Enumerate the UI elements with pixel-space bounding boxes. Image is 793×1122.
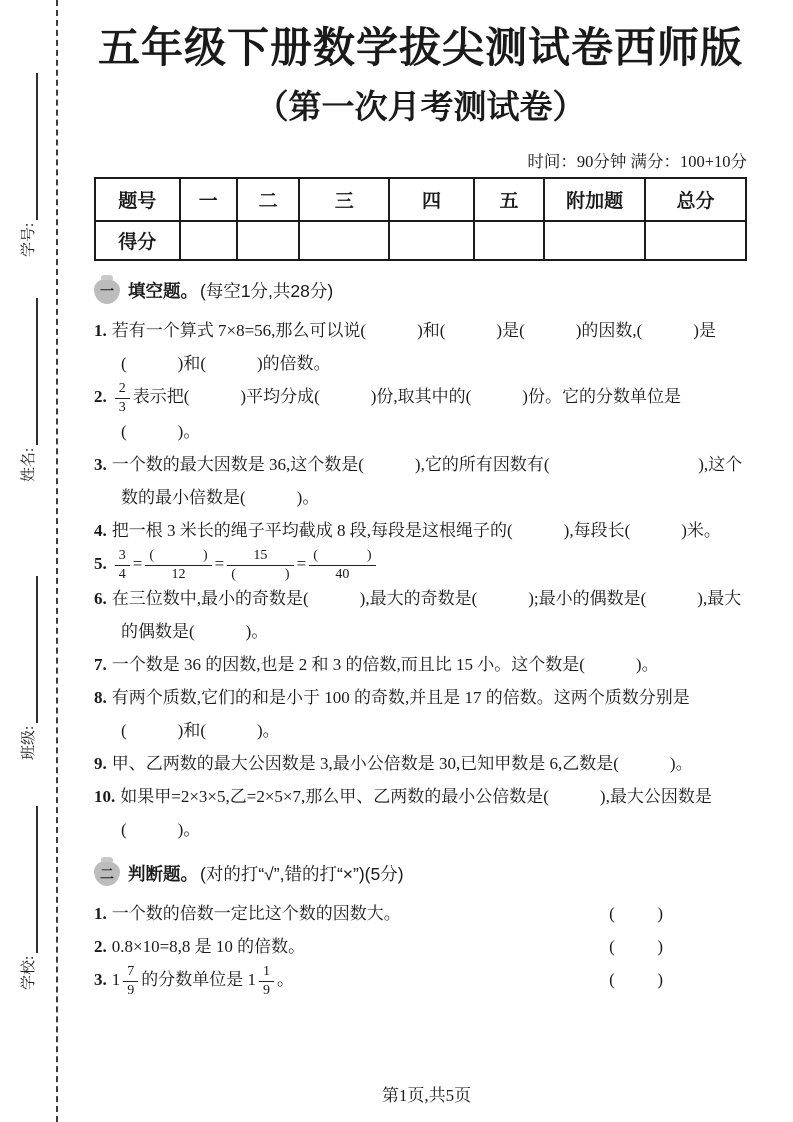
score-table-header-cell: 总分 <box>645 178 746 221</box>
fraction <box>227 548 293 582</box>
question-number: 5. <box>94 553 107 573</box>
question-row <box>94 648 747 681</box>
sidebar-field-student-number <box>16 73 38 257</box>
sidebar-field-class <box>16 576 38 760</box>
answer-blank: ( ) <box>609 936 663 956</box>
question-number: 6. <box>94 588 107 608</box>
judge-question-text <box>94 897 401 930</box>
question-text: = <box>296 553 307 573</box>
question-number: 1. <box>94 321 107 340</box>
score-table-header-cell: 三 <box>299 178 389 221</box>
question-text: 的分数单位是 1 <box>141 969 256 989</box>
question-text: 表示把( )平均分成( )份,取其中的( )份。它的分数单位是( )。 <box>121 387 681 441</box>
section-2 <box>94 858 747 998</box>
score-table-header-cell: 附加题 <box>544 178 645 221</box>
fraction-denominator: 12 <box>171 566 186 582</box>
answer-blank: ( ) <box>609 969 663 989</box>
fraction-numerator: 7 <box>123 964 138 981</box>
question-text: 有两个质数,它们的和是小于 100 的奇数,并且是 17 的倍数。这两个质数分别是( )和( )。 <box>111 687 690 740</box>
score-cell-empty <box>180 221 237 260</box>
fraction-denominator: ( ) <box>231 566 290 582</box>
fold-dashed-line <box>56 0 58 1122</box>
sidebar-field-label: 姓名: <box>21 447 37 482</box>
exam-meta: 时间：90分钟 满分：100+10分 <box>527 152 747 171</box>
score-table-header-cell: 二 <box>237 178 299 221</box>
score-cell-empty <box>299 221 389 260</box>
question-row <box>94 897 747 930</box>
sidebar-field-school <box>16 806 38 990</box>
paper-title: 五年级下册数学拔尖测试卷西师版 <box>97 26 743 72</box>
score-table-score-row <box>95 221 746 260</box>
question-number: 10. <box>94 786 116 806</box>
question-number: 3. <box>94 969 107 989</box>
fraction <box>123 964 138 998</box>
question-row <box>94 582 747 648</box>
money-bag-icon: 一 <box>94 279 120 304</box>
score-table-header-cell: 一 <box>180 178 237 221</box>
fraction-numerator: 15 <box>227 548 293 565</box>
question-text: = <box>132 553 143 573</box>
score-table-header-cell: 五 <box>474 178 544 221</box>
question-text: 把一根 3 米长的绳子平均截成 8 段,每段是这根绳子的( ),每段长( )米。 <box>111 520 721 540</box>
question-number: 7. <box>94 654 107 674</box>
sidebar-field-label: 学号: <box>21 222 37 257</box>
question-text: 一个数的最大因数是 36,这个数是( ),它的所有因数有( ),这个数的最小倍数是( )。 <box>111 454 743 507</box>
question-number: 9. <box>94 753 107 773</box>
question-text: 。 <box>277 969 294 989</box>
fraction-numerator: ( ) <box>309 548 375 565</box>
fraction-denominator: 9 <box>263 982 270 998</box>
fraction-denominator: 9 <box>127 982 135 998</box>
score-cell-empty <box>389 221 474 260</box>
question-text: 如果甲=2×3×5,乙=2×5×7,那么甲、乙两数的最小公倍数是( ),最大公因数是( )。 <box>120 786 712 839</box>
question-text: 若有一个算式 7×8=56,那么可以说( )和( )是( )的因数,( )是( )和( )的倍数。 <box>111 321 716 373</box>
question-text: 在三位数中,最小的奇数是( ),最大的奇数是( );最小的偶数是( ),最大的偶数是( )。 <box>111 588 742 641</box>
question-number: 4. <box>94 520 107 540</box>
paper-subtitle: （第一次月考测试卷） <box>255 90 586 126</box>
left-margin-strip <box>0 0 60 1122</box>
question-row <box>94 780 747 846</box>
question-row <box>94 314 747 380</box>
sidebar-blank-line <box>21 298 38 445</box>
fraction <box>259 964 274 998</box>
question-text: 甲、乙两数的最大公因数是 3,最小公倍数是 30,已知甲数是 6,乙数是( )。 <box>111 753 693 773</box>
section-1 <box>94 275 747 846</box>
section-title: 判断题。 <box>128 863 198 884</box>
fraction-denominator: 3 <box>118 399 126 415</box>
fraction-denominator: 40 <box>335 566 350 582</box>
section-note: (对的打“√”,错的打“×”)(5分) <box>200 863 404 884</box>
score-cell-empty <box>645 221 746 260</box>
score-table-header-row <box>95 178 746 221</box>
score-cell-empty <box>544 221 645 260</box>
question-text: 一个数是 36 的因数,也是 2 和 3 的倍数,而且比 15 小。这个数是( )。 <box>111 654 659 674</box>
section-header <box>94 275 747 307</box>
money-bag-icon: 二 <box>94 861 120 886</box>
sidebar-blank-line <box>21 73 38 220</box>
question-row <box>94 514 747 547</box>
fraction <box>115 548 130 582</box>
question-row <box>94 448 747 514</box>
sidebar-blank-line <box>21 576 38 723</box>
question-text: 一个数的倍数一定比这个数的因数大。 <box>111 903 401 923</box>
question-row <box>94 930 747 963</box>
fraction-numerator: 2 <box>115 381 130 398</box>
score-table <box>94 177 747 261</box>
question-row <box>94 547 747 582</box>
score-row-label: 得分 <box>95 221 180 260</box>
fraction <box>309 548 375 582</box>
section-header <box>94 858 747 890</box>
judge-question-text <box>94 963 294 998</box>
sidebar-blank-line <box>21 806 38 953</box>
fraction-numerator: ( ) <box>145 548 211 565</box>
sidebar-field-label: 学校: <box>21 955 37 990</box>
question-row <box>94 747 747 780</box>
question-text: 0.8×10=8,8 是 10 的倍数。 <box>111 936 306 956</box>
question-row <box>94 681 747 747</box>
question-text: = <box>214 553 225 573</box>
score-table-header-cell: 题号 <box>95 178 180 221</box>
score-table-header-cell: 四 <box>389 178 474 221</box>
question-sections <box>94 275 747 998</box>
question-number: 1. <box>94 903 107 923</box>
answer-blank: ( ) <box>609 903 663 923</box>
fraction <box>115 381 130 415</box>
question-row <box>94 963 747 998</box>
question-number: 2. <box>94 936 107 956</box>
question-text: 1 <box>111 969 121 989</box>
question-number: 3. <box>94 454 107 474</box>
judge-question-text <box>94 930 305 963</box>
question-number: 2. <box>94 387 107 406</box>
score-cell-empty <box>474 221 544 260</box>
fraction-numerator: 1 <box>259 964 274 981</box>
question-row <box>94 380 747 448</box>
question-number: 8. <box>94 687 107 707</box>
fraction <box>145 548 211 582</box>
score-cell-empty <box>237 221 299 260</box>
paper-content <box>60 0 793 998</box>
section-title: 填空题。 <box>128 281 198 301</box>
fraction-numerator: 3 <box>115 548 130 565</box>
sidebar-field-student-name <box>16 298 38 482</box>
section-note: (每空1分,共28分) <box>200 281 334 301</box>
page-number: 第1页,共5页 <box>381 1086 472 1105</box>
sidebar-field-label: 班级: <box>21 725 37 760</box>
fraction-denominator: 4 <box>118 566 126 582</box>
